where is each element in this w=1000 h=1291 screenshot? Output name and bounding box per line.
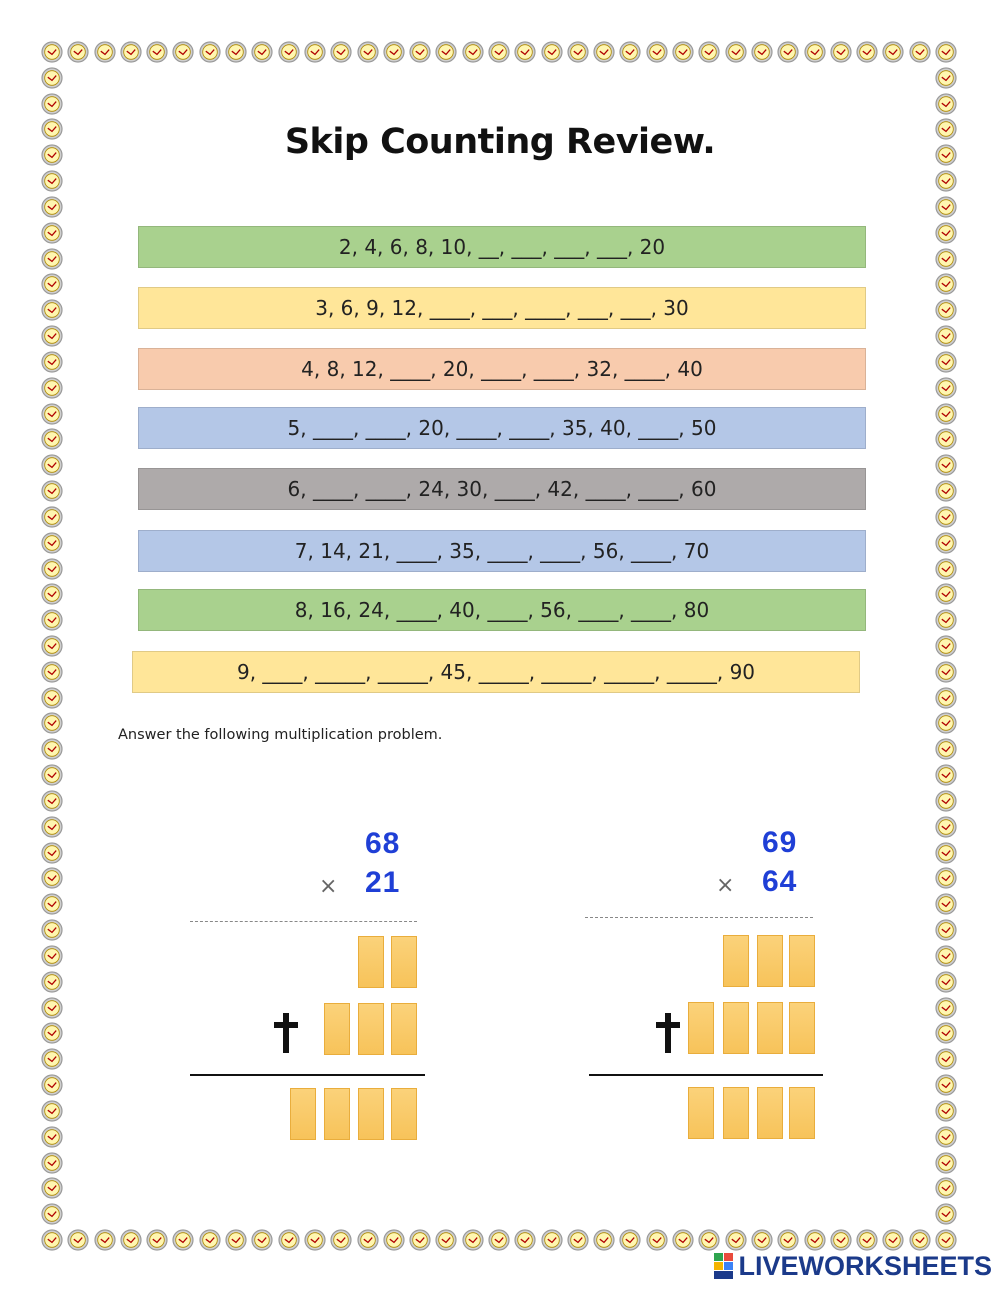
answer-box[interactable] (789, 1002, 815, 1054)
answer-box[interactable] (688, 1087, 714, 1139)
clock-icon (646, 41, 668, 63)
sequence-row-6 (138, 468, 866, 510)
clock-icon (725, 1229, 747, 1251)
clock-icon (41, 764, 63, 786)
clock-icon (619, 41, 641, 63)
answer-box[interactable] (723, 1002, 749, 1054)
clock-icon (935, 67, 957, 89)
clock-icon (409, 1229, 431, 1251)
clock-icon (41, 867, 63, 889)
clock-icon (41, 196, 63, 218)
answer-box[interactable] (757, 1087, 783, 1139)
clock-icon (935, 325, 957, 347)
clock-icon (646, 1229, 668, 1251)
clock-icon (41, 816, 63, 838)
clock-icon (935, 893, 957, 915)
answer-box[interactable] (358, 936, 384, 988)
clock-icon (777, 41, 799, 63)
clock-icon (41, 325, 63, 347)
clock-icon (41, 1022, 63, 1044)
clock-icon (41, 1074, 63, 1096)
clock-icon (541, 41, 563, 63)
clock-icon (41, 919, 63, 941)
separator-line (585, 917, 813, 918)
sequence-text: 4, 8, 12, ____, 20, ____, ____, 32, ____, 40 (301, 357, 703, 381)
clock-icon (935, 532, 957, 554)
clock-icon (330, 1229, 352, 1251)
clock-icon (41, 170, 63, 192)
clock-icon (514, 41, 536, 63)
times-sign: × (319, 874, 338, 899)
clock-icon (41, 428, 63, 450)
clock-icon (935, 428, 957, 450)
answer-box[interactable] (290, 1088, 316, 1140)
sequence-row-5 (138, 407, 866, 449)
clock-icon (804, 1229, 826, 1251)
clock-icon (935, 635, 957, 657)
clock-icon (251, 1229, 273, 1251)
clock-icon (935, 480, 957, 502)
clock-icon (856, 1229, 878, 1251)
times-sign: × (716, 873, 735, 898)
answer-box[interactable] (789, 1087, 815, 1139)
multiplicand: 68 (365, 827, 401, 860)
clock-icon (935, 196, 957, 218)
clock-icon (41, 1152, 63, 1174)
answer-box[interactable] (358, 1003, 384, 1055)
clock-icon (909, 41, 931, 63)
clock-icon (935, 403, 957, 425)
clock-icon (41, 583, 63, 605)
clock-icon (935, 790, 957, 812)
clock-icon (41, 248, 63, 270)
sequence-row-8 (138, 589, 866, 631)
sequence-text: 2, 4, 6, 8, 10, __, ___, ___, ___, 20 (338, 235, 666, 259)
clock-icon (41, 1177, 63, 1199)
clock-icon (593, 41, 615, 63)
clock-icon (462, 1229, 484, 1251)
clock-icon (94, 1229, 116, 1251)
clock-icon (199, 1229, 221, 1251)
sequence-row-2 (138, 226, 866, 268)
clock-icon (225, 1229, 247, 1251)
clock-icon (225, 41, 247, 63)
clock-icon (698, 41, 720, 63)
clock-icon (199, 41, 221, 63)
brand-name: LIVEWORKSHEETS (738, 1250, 992, 1281)
clock-icon (672, 41, 694, 63)
sequence-row-7 (138, 530, 866, 572)
clock-icon (41, 93, 63, 115)
answer-box[interactable] (391, 936, 417, 988)
clock-icon (935, 609, 957, 631)
clock-icon (672, 1229, 694, 1251)
clock-icon (935, 351, 957, 373)
clock-icon (935, 377, 957, 399)
clock-icon (935, 454, 957, 476)
answer-box[interactable] (757, 1002, 783, 1054)
multiplicand: 69 (762, 826, 798, 859)
clock-icon (41, 712, 63, 734)
clock-icon (935, 1074, 957, 1096)
clock-icon (698, 1229, 720, 1251)
clock-icon (935, 1177, 957, 1199)
clock-icon (935, 919, 957, 941)
clock-icon (41, 842, 63, 864)
clock-icon (935, 1126, 957, 1148)
clock-icon (251, 41, 273, 63)
clock-icon (935, 816, 957, 838)
clock-icon (41, 635, 63, 657)
sequence-row-9 (132, 651, 860, 693)
answer-box[interactable] (391, 1088, 417, 1140)
clock-icon (935, 1048, 957, 1070)
clock-icon (41, 403, 63, 425)
clock-icon (462, 41, 484, 63)
clock-icon (935, 1100, 957, 1122)
clock-icon (41, 1100, 63, 1122)
clock-icon (935, 764, 957, 786)
sequence-text: 6, ____, ____, 24, 30, ____, 42, ____, ____, 60 (287, 477, 717, 501)
clock-icon (41, 41, 63, 63)
clock-icon (882, 1229, 904, 1251)
clock-icon (567, 1229, 589, 1251)
clock-icon (882, 41, 904, 63)
instruction-text: Answer the following multiplication problem. (118, 727, 443, 743)
clock-icon (41, 299, 63, 321)
answer-box[interactable] (723, 1087, 749, 1139)
clock-icon (935, 558, 957, 580)
clock-icon (41, 1126, 63, 1148)
clock-icon (41, 661, 63, 683)
sequence-text: 9, ____, _____, _____, 45, _____, _____, _____, _____, 90 (236, 660, 756, 684)
clock-icon (935, 93, 957, 115)
answer-box[interactable] (324, 1003, 350, 1055)
clock-icon (41, 454, 63, 476)
sequence-text: 5, ____, ____, 20, ____, ____, 35, 40, ____, 50 (287, 416, 717, 440)
clock-icon (41, 1203, 63, 1225)
clock-icon (567, 41, 589, 63)
sequence-row-3 (138, 287, 866, 329)
clock-icon (935, 1022, 957, 1044)
clock-icon (172, 41, 194, 63)
answer-line (589, 1074, 823, 1076)
clock-icon (41, 687, 63, 709)
multiplier: 21 (365, 866, 401, 899)
clock-icon (41, 480, 63, 502)
sequence-text: 7, 14, 21, ____, 35, ____, ____, 56, ____, 70 (294, 539, 710, 563)
clock-icon (830, 41, 852, 63)
clock-icon (67, 1229, 89, 1251)
answer-box[interactable] (789, 935, 815, 987)
clock-icon (304, 41, 326, 63)
clock-icon (593, 1229, 615, 1251)
clock-icon (41, 506, 63, 528)
sequence-row-4 (138, 348, 866, 390)
clock-icon (357, 41, 379, 63)
sequence-text: 8, 16, 24, ____, 40, ____, 56, ____, ____, 80 (294, 598, 710, 622)
answer-box[interactable] (391, 1003, 417, 1055)
clock-icon (804, 41, 826, 63)
clock-icon (935, 170, 957, 192)
sequence-text: 3, 6, 9, 12, ____, ___, ____, ___, ___, 30 (315, 296, 689, 320)
clock-icon (41, 558, 63, 580)
clock-icon (383, 41, 405, 63)
clock-icon (935, 222, 957, 244)
clock-icon (41, 997, 63, 1019)
page-title: Skip Counting Review. (284, 122, 716, 162)
clock-icon (41, 738, 63, 760)
answer-box[interactable] (324, 1088, 350, 1140)
clock-icon (751, 41, 773, 63)
clock-icon (935, 842, 957, 864)
answer-box[interactable] (688, 1002, 714, 1054)
clock-icon (41, 609, 63, 631)
clock-icon (41, 790, 63, 812)
clock-icon (725, 41, 747, 63)
clock-icon (330, 41, 352, 63)
clock-icon (488, 1229, 510, 1251)
clock-icon (41, 945, 63, 967)
clock-icon (409, 41, 431, 63)
clock-icon (41, 222, 63, 244)
clock-icon (41, 377, 63, 399)
clock-icon (935, 867, 957, 889)
clock-icon (935, 248, 957, 270)
live-logo-icon (712, 1252, 736, 1280)
clock-icon (67, 41, 89, 63)
clock-icon (278, 41, 300, 63)
clock-icon (41, 1229, 63, 1251)
clock-icon (146, 41, 168, 63)
clock-icon (41, 273, 63, 295)
answer-box[interactable] (723, 935, 749, 987)
clock-icon (935, 299, 957, 321)
clock-icon (909, 1229, 931, 1251)
clock-icon (856, 41, 878, 63)
plus-icon (274, 1013, 298, 1053)
clock-icon (41, 67, 63, 89)
clock-icon (830, 1229, 852, 1251)
clock-icon (41, 1048, 63, 1070)
clock-icon (357, 1229, 379, 1251)
clock-icon (488, 41, 510, 63)
plus-icon (656, 1013, 680, 1053)
clock-icon (935, 1203, 957, 1225)
clock-icon (278, 1229, 300, 1251)
clock-icon (172, 1229, 194, 1251)
clock-icon (41, 351, 63, 373)
answer-line (190, 1074, 425, 1076)
clock-icon (619, 1229, 641, 1251)
clock-icon (935, 687, 957, 709)
clock-icon (541, 1229, 563, 1251)
clock-icon (435, 41, 457, 63)
clock-icon (935, 945, 957, 967)
clock-icon (935, 273, 957, 295)
clock-icon (41, 893, 63, 915)
clock-icon (935, 738, 957, 760)
clock-icon (935, 661, 957, 683)
answer-box[interactable] (358, 1088, 384, 1140)
separator-line (190, 921, 417, 922)
clock-icon (383, 1229, 405, 1251)
clock-icon (777, 1229, 799, 1251)
liveworksheets-logo[interactable] (712, 1251, 992, 1281)
clock-icon (120, 1229, 142, 1251)
clock-icon (435, 1229, 457, 1251)
clock-icon (935, 1229, 957, 1251)
clock-icon (514, 1229, 536, 1251)
clock-icon (935, 506, 957, 528)
clock-icon (935, 997, 957, 1019)
clock-icon (935, 1152, 957, 1174)
clock-icon (751, 1229, 773, 1251)
multiplier: 64 (762, 865, 798, 898)
answer-box[interactable] (757, 935, 783, 987)
clock-icon (120, 41, 142, 63)
clock-icon (41, 971, 63, 993)
clock-icon (935, 583, 957, 605)
clock-icon (935, 971, 957, 993)
clock-icon (94, 41, 116, 63)
clock-icon (146, 1229, 168, 1251)
clock-icon (935, 712, 957, 734)
clock-icon (935, 41, 957, 63)
clock-icon (41, 532, 63, 554)
clock-icon (304, 1229, 326, 1251)
